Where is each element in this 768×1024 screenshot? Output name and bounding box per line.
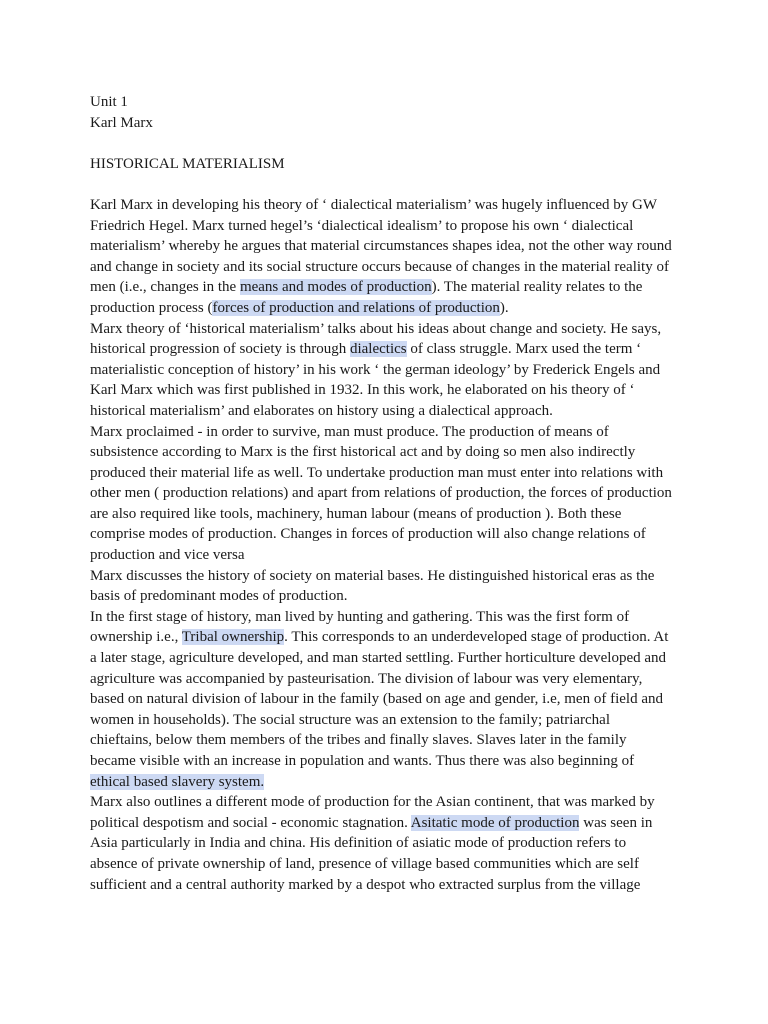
text-line: [90, 216, 690, 237]
text-line: [90, 875, 690, 896]
text-segment: historical materialism’ and elaborates on history using a dialectical approach.: [90, 402, 553, 419]
text-line: [90, 257, 690, 278]
text-segment: Marx also outlines a different mode of production for the Asian continent, that was marked by: [90, 794, 655, 811]
text-line: [90, 422, 690, 443]
author-name: Karl Marx: [90, 114, 153, 131]
text-line: [90, 607, 690, 628]
text-segment: based on natural division of labour in the family (based on age and gender, i.e, men of field and: [90, 691, 663, 708]
text-line: [90, 463, 690, 484]
text-line: [90, 833, 690, 854]
text-segment: sufficient and a central authority marked by a despot who extracted surplus from the village: [90, 876, 641, 893]
text-line: [90, 380, 690, 401]
blank-line: [90, 174, 690, 195]
text-segment: chieftains, below them members of the tribes and finally slaves. Slaves later in the family: [90, 732, 627, 749]
text-line: [90, 710, 690, 731]
text-segment: became visible with an increase in population and wants. Thus there was also beginning of: [90, 753, 635, 769]
text-line: [90, 236, 690, 257]
text-segment: produced their material life as well. To undertake production man must enter into relations with: [90, 464, 664, 481]
text-segment: Marx theory of ‘historical materialism’ talks about his ideas about change and society. He says,: [90, 320, 662, 337]
text-line: [90, 627, 690, 648]
text-segment: agriculture was accompanied by pasteurisation. The division of labour was very elementary,: [90, 670, 643, 687]
text-segment: other men ( production relations) and apart from relations of production, the forces of production: [90, 485, 672, 502]
highlighted-text: Asitatic mode of production: [410, 814, 580, 831]
highlighted-text: dialectics: [349, 341, 407, 358]
text-line: [90, 689, 690, 710]
text-segment: In the first stage of history, man lived by hunting and gathering. This was the first form of: [90, 608, 630, 625]
text-line: [90, 277, 690, 298]
text-line: [90, 730, 690, 751]
text-line: [90, 566, 690, 587]
text-line: [90, 524, 690, 545]
text-segment: ).: [499, 299, 509, 316]
text-segment: women in households). The social structure was an extension to the family; patriarchal: [90, 711, 610, 728]
text-segment: . This corresponds to an underdeveloped stage of production. At: [284, 629, 669, 646]
text-line: [90, 298, 690, 319]
text-segment: Karl Marx which was first published in 1932. In this work, he elaborated on his theory of ‘: [90, 382, 635, 399]
highlighted-text: Tribal ownership: [181, 629, 285, 646]
text-segment: production process (: [90, 299, 213, 316]
unit-label: Unit 1: [90, 94, 128, 110]
text-line: [90, 813, 690, 834]
text-line: [90, 854, 690, 875]
text-segment: ). The material reality relates to the: [431, 279, 643, 296]
text-line: [90, 195, 690, 216]
text-segment: are also required like tools, machinery, human labour (means of production ). Both these: [90, 505, 622, 522]
text-line: [90, 360, 690, 381]
text-segment: materialism’ whereby he argues that material circumstances shapes idea, not the other way round: [90, 238, 672, 255]
text-segment: ownership i.e.,: [90, 629, 182, 646]
highlighted-text: forces of production and relations of production: [212, 299, 500, 316]
text-segment: Marx discusses the history of society on material bases. He distinguished historical eras as the: [90, 567, 655, 584]
highlighted-text: ethical based slavery system.: [90, 773, 265, 790]
text-segment: subsistence according to Marx is the first historical act and by doing so men also indirectly: [90, 444, 636, 461]
text-segment: political despotism and social - economic stagnation.: [90, 814, 411, 831]
text-line: [90, 545, 690, 566]
text-segment: absence of private ownership of land, presence of village based communities which are self: [90, 855, 639, 872]
text-segment: comprise modes of production. Changes in forces of production will also change relations of: [90, 526, 646, 543]
text-segment: historical progression of society is through: [90, 341, 350, 358]
text-segment: Friedrich Hegel. Marx turned hegel’s ‘dialectical idealism’ to propose his own ‘ dialectical: [90, 217, 634, 234]
text-segment: men (i.e., changes in the: [90, 279, 240, 296]
document-page: [90, 92, 690, 895]
blank-line: [90, 133, 690, 154]
text-line: [90, 772, 690, 793]
text-line: [90, 586, 690, 607]
text-segment: basis of predominant modes of production.: [90, 588, 348, 605]
highlighted-text: means and modes of production: [239, 279, 432, 296]
text-segment: Marx proclaimed - in order to survive, man must produce. The production of means of: [90, 423, 609, 440]
text-line: [90, 669, 690, 690]
text-line: [90, 648, 690, 669]
text-segment: Asia particularly in India and china. His definition of asiatic mode of production refers to: [90, 835, 627, 852]
text-line: [90, 442, 690, 463]
text-segment: and change in society and its social structure occurs because of changes in the material reality of: [90, 258, 669, 275]
text-segment: Karl Marx in developing his theory of ‘ dialectical materialism’ was hugely influenced by GW: [90, 196, 658, 213]
text-line: [90, 319, 690, 340]
text-line: [90, 792, 690, 813]
text-segment: materialistic conception of history’ in his work ‘ the german ideology’ by Frederick Engels and: [90, 361, 661, 378]
text-line: [90, 339, 690, 360]
body-text: [90, 195, 690, 895]
text-line: [90, 504, 690, 525]
text-segment: was seen in: [579, 814, 653, 831]
text-segment: a later stage, agriculture developed, and man started settling. Further horticulture developed and: [90, 650, 667, 667]
section-title: HISTORICAL MATERIALISM: [90, 155, 285, 172]
text-line: [90, 483, 690, 504]
text-line: [90, 751, 690, 772]
text-segment: of class struggle. Marx used the term ‘: [406, 341, 642, 358]
text-line: [90, 401, 690, 422]
text-segment: production and vice versa: [90, 547, 245, 564]
